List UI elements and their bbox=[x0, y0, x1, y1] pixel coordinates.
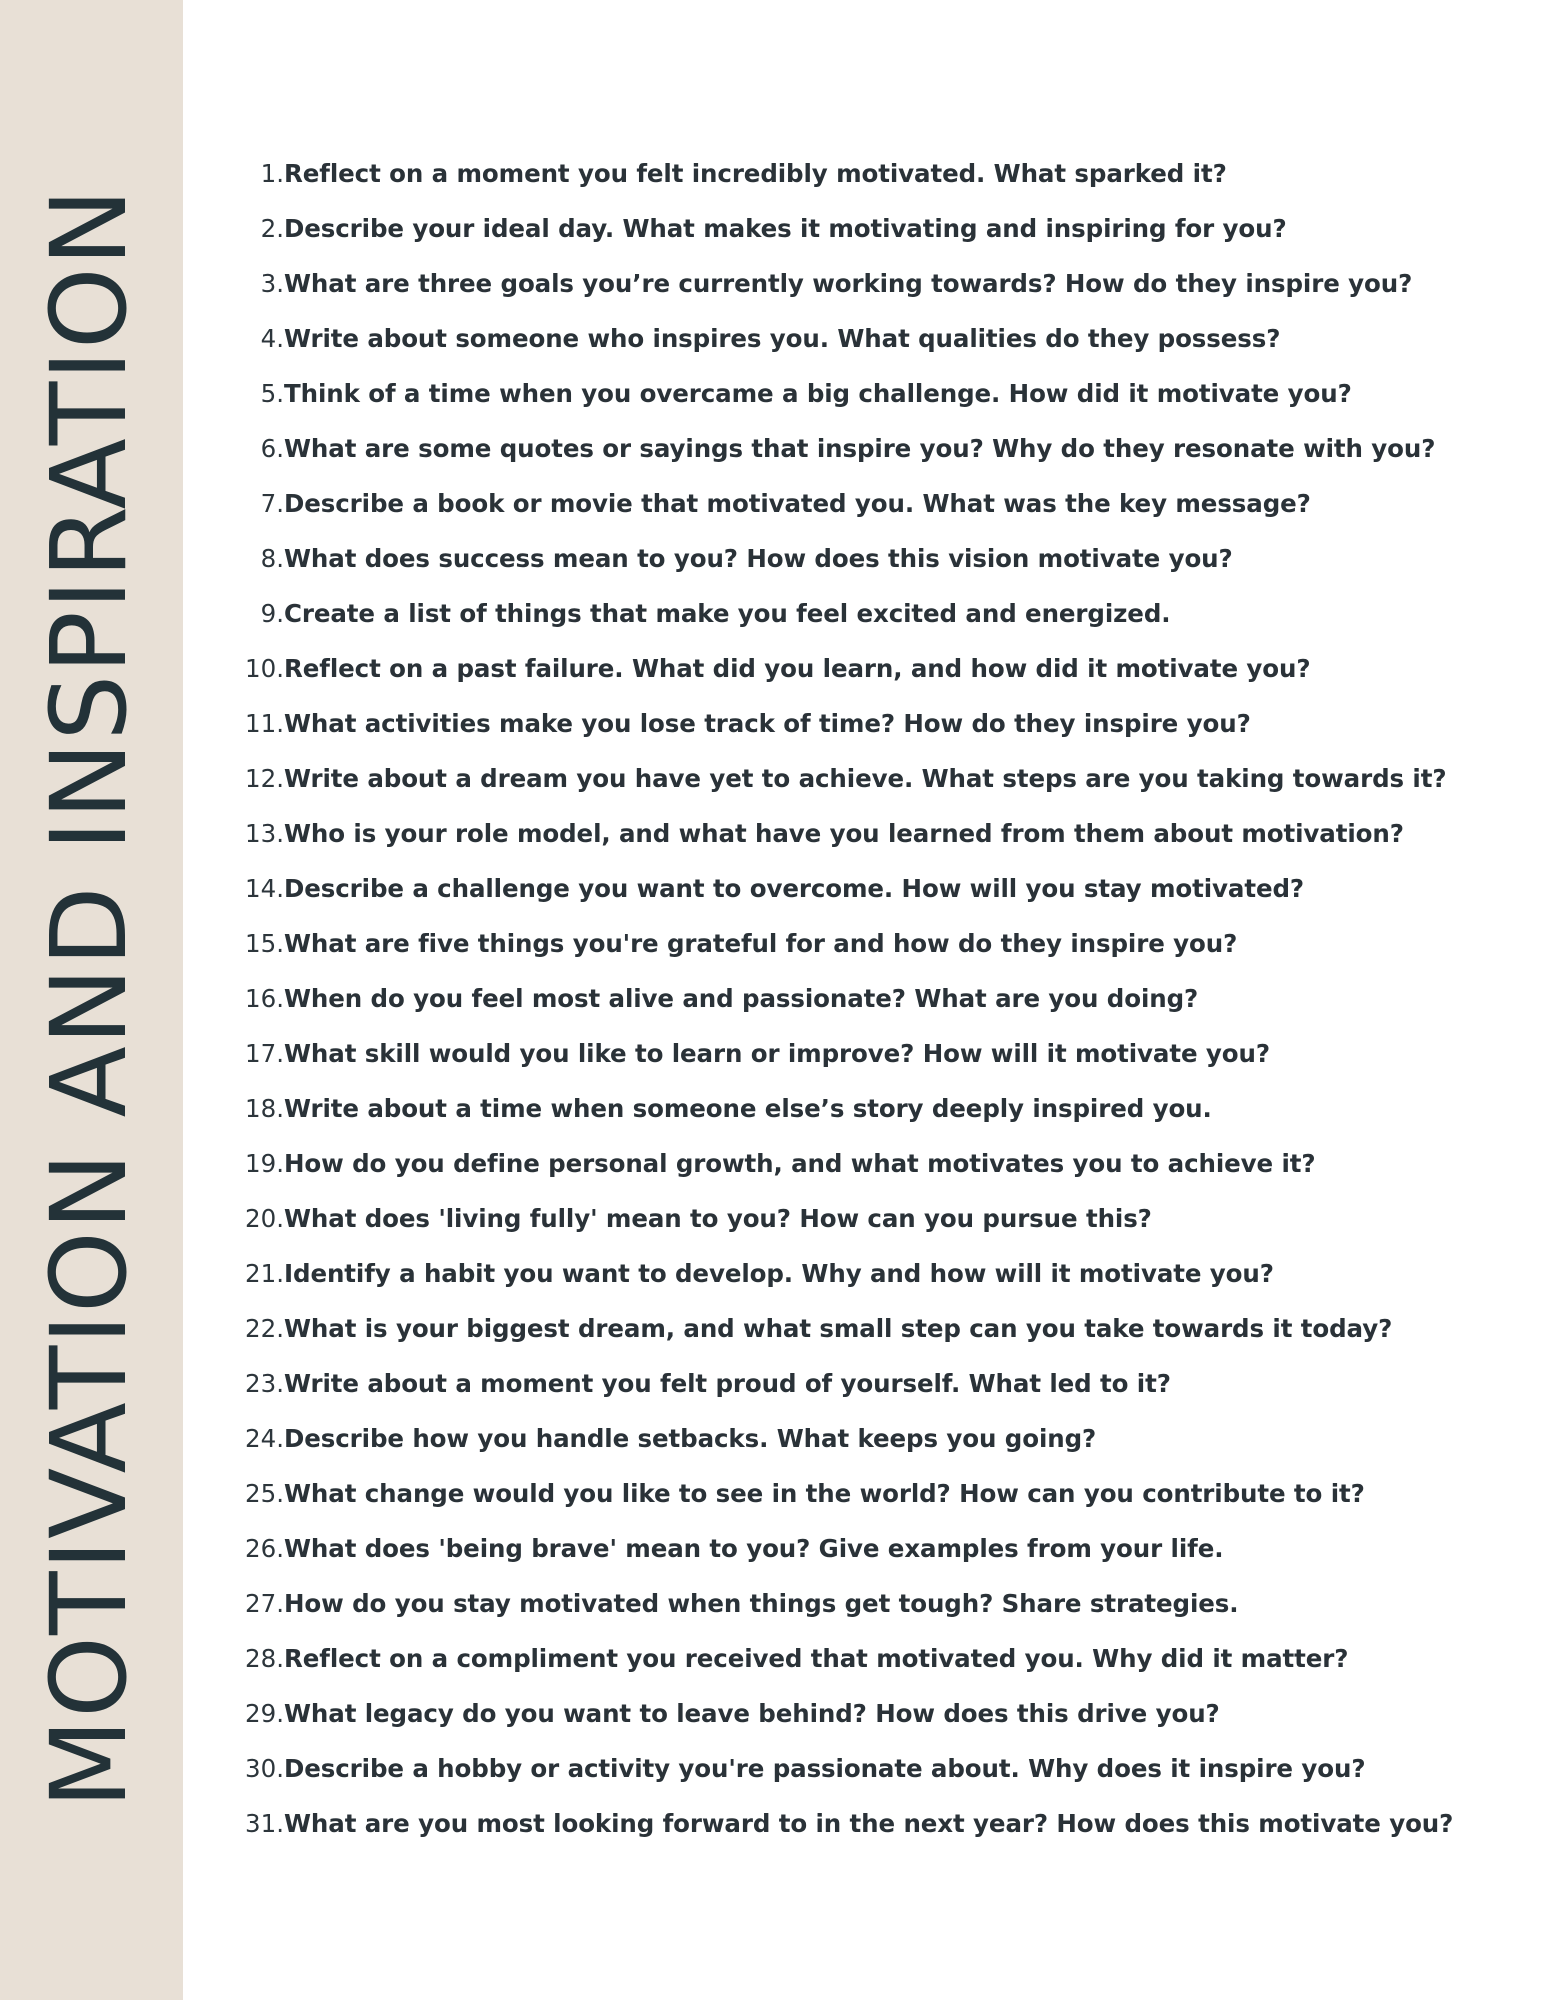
item-number: 26. bbox=[245, 1534, 284, 1563]
item-number: 9. bbox=[260, 599, 284, 628]
item-text: How do you define personal growth, and what motivates you to achieve it? bbox=[284, 1149, 1316, 1178]
item-number: 29. bbox=[245, 1699, 284, 1728]
item-number: 30. bbox=[245, 1754, 284, 1783]
item-text: What does 'living fully' mean to you? How can you pursue this? bbox=[284, 1204, 1152, 1233]
list-item bbox=[240, 262, 1500, 317]
item-text: When do you feel most alive and passionate? What are you doing? bbox=[284, 984, 1199, 1013]
item-text: What are you most looking forward to in the next year? How does this motivate you? bbox=[284, 1809, 1454, 1838]
item-text: What does 'being brave' mean to you? Give examples from your life. bbox=[284, 1534, 1224, 1563]
item-text: Identify a habit you want to develop. Why and how will it motivate you? bbox=[284, 1259, 1274, 1288]
list-item bbox=[240, 1637, 1500, 1692]
item-number: 19. bbox=[245, 1149, 284, 1178]
list-item bbox=[240, 1362, 1500, 1417]
item-number: 20. bbox=[245, 1204, 284, 1233]
list-item bbox=[240, 922, 1500, 977]
item-number: 5. bbox=[260, 379, 284, 408]
list-item bbox=[240, 867, 1500, 922]
item-number: 17. bbox=[245, 1039, 284, 1068]
list-item bbox=[240, 207, 1500, 262]
item-number: 28. bbox=[245, 1644, 284, 1673]
item-number: 25. bbox=[245, 1479, 284, 1508]
item-number: 31. bbox=[245, 1809, 284, 1838]
list-item bbox=[240, 427, 1500, 482]
item-text: Who is your role model, and what have you learned from them about motivation? bbox=[284, 819, 1404, 848]
item-text: Describe a challenge you want to overcome. How will you stay motivated? bbox=[284, 874, 1305, 903]
sidebar bbox=[0, 0, 183, 2000]
item-text: Describe a hobby or activity you're passionate about. Why does it inspire you? bbox=[284, 1754, 1366, 1783]
item-text: Describe a book or movie that motivated you. What was the key message? bbox=[284, 489, 1311, 518]
list-item bbox=[240, 1472, 1500, 1527]
item-number: 18. bbox=[245, 1094, 284, 1123]
list-item bbox=[240, 1032, 1500, 1087]
list-item bbox=[240, 537, 1500, 592]
list-item bbox=[240, 977, 1500, 1032]
list-item bbox=[240, 482, 1500, 537]
item-number: 7. bbox=[260, 489, 284, 518]
list-item bbox=[240, 592, 1500, 647]
list-item bbox=[240, 1087, 1500, 1142]
list-item bbox=[240, 1747, 1500, 1802]
item-text: What are three goals you’re currently working towards? How do they inspire you? bbox=[284, 269, 1413, 298]
item-number: 23. bbox=[245, 1369, 284, 1398]
item-text: What legacy do you want to leave behind? How does this drive you? bbox=[284, 1699, 1220, 1728]
list-item bbox=[240, 812, 1500, 867]
item-text: Write about a moment you felt proud of yourself. What led to it? bbox=[284, 1369, 1171, 1398]
list-item bbox=[240, 647, 1500, 702]
prompt-list bbox=[240, 152, 1500, 1857]
item-text: Describe how you handle setbacks. What keeps you going? bbox=[284, 1424, 1097, 1453]
item-text: Write about a dream you have yet to achieve. What steps are you taking towards it? bbox=[284, 764, 1447, 793]
item-number: 22. bbox=[245, 1314, 284, 1343]
list-item bbox=[240, 702, 1500, 757]
item-number: 4. bbox=[260, 324, 284, 353]
item-text: Think of a time when you overcame a big challenge. How did it motivate you? bbox=[284, 379, 1352, 408]
item-text: Reflect on a past failure. What did you learn, and how did it motivate you? bbox=[284, 654, 1311, 683]
item-text: Write about someone who inspires you. What qualities do they possess? bbox=[284, 324, 1281, 353]
item-number: 6. bbox=[260, 434, 284, 463]
item-text: What skill would you like to learn or improve? How will it motivate you? bbox=[284, 1039, 1270, 1068]
list-item bbox=[240, 317, 1500, 372]
list-item bbox=[240, 1197, 1500, 1252]
item-number: 27. bbox=[245, 1589, 284, 1618]
item-number: 8. bbox=[260, 544, 284, 573]
list-item bbox=[240, 1142, 1500, 1197]
item-text: How do you stay motivated when things get tough? Share strategies. bbox=[284, 1589, 1239, 1618]
item-number: 21. bbox=[245, 1259, 284, 1288]
item-text: What is your biggest dream, and what small step can you take towards it today? bbox=[284, 1314, 1393, 1343]
item-number: 13. bbox=[245, 819, 284, 848]
item-number: 2. bbox=[260, 214, 284, 243]
item-text: What change would you like to see in the world? How can you contribute to it? bbox=[284, 1479, 1365, 1508]
item-number: 10. bbox=[245, 654, 284, 683]
item-number: 14. bbox=[245, 874, 284, 903]
list-item bbox=[240, 1692, 1500, 1747]
item-number: 15. bbox=[245, 929, 284, 958]
list-item bbox=[240, 1307, 1500, 1362]
list-item bbox=[240, 372, 1500, 427]
item-number: 3. bbox=[260, 269, 284, 298]
item-text: What are five things you're grateful for and how do they inspire you? bbox=[284, 929, 1238, 958]
item-number: 11. bbox=[245, 709, 284, 738]
item-text: What does success mean to you? How does this vision motivate you? bbox=[284, 544, 1233, 573]
list-item bbox=[240, 1582, 1500, 1637]
list-item bbox=[240, 1252, 1500, 1307]
item-number: 24. bbox=[245, 1424, 284, 1453]
item-text: What are some quotes or sayings that inspire you? Why do they resonate with you? bbox=[284, 434, 1436, 463]
item-number: 1. bbox=[260, 159, 284, 188]
list-item bbox=[240, 1527, 1500, 1582]
list-item bbox=[240, 1417, 1500, 1472]
item-text: Write about a time when someone else’s story deeply inspired you. bbox=[284, 1094, 1212, 1123]
item-text: Reflect on a moment you felt incredibly motivated. What sparked it? bbox=[284, 159, 1227, 188]
list-item bbox=[240, 1802, 1500, 1857]
item-text: Reflect on a compliment you received that motivated you. Why did it matter? bbox=[284, 1644, 1349, 1673]
item-text: Create a list of things that make you feel excited and energized. bbox=[284, 599, 1171, 628]
item-number: 16. bbox=[245, 984, 284, 1013]
item-text: What activities make you lose track of time? How do they inspire you? bbox=[284, 709, 1251, 738]
item-number: 12. bbox=[245, 764, 284, 793]
page-title: MOTIVATION AND INSPIRATION bbox=[28, 187, 150, 1809]
item-text: Describe your ideal day. What makes it motivating and inspiring for you? bbox=[284, 214, 1287, 243]
list-item bbox=[240, 757, 1500, 812]
list-item bbox=[240, 152, 1500, 207]
